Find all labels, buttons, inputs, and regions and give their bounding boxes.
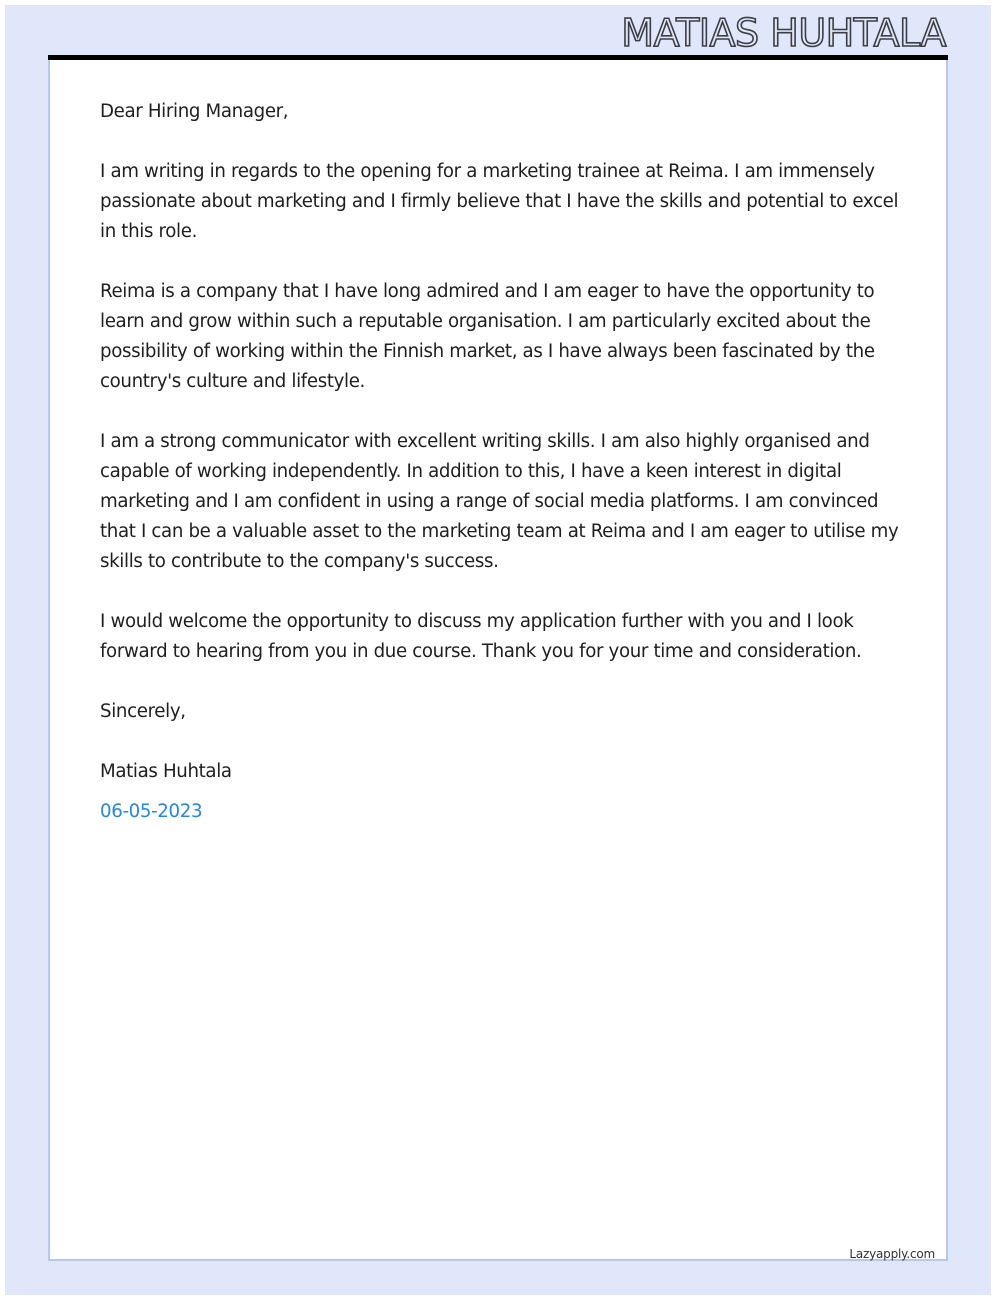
applicant-name-header: MATIAS HUHTALA — [621, 11, 946, 55]
paragraph-4: I would welcome the opportunity to discuss my application further with you and I look forward to hearing from you in due course. Thank you for your time and consideration. — [100, 611, 862, 662]
paragraph-1: I am writing in regards to the opening for a marketing trainee at Reima. I am immensely passionate about marketing and I firmly believe that I have the skills and potential to excel in this role. — [100, 161, 899, 242]
letter-date: 06-05-2023 — [100, 801, 203, 822]
paragraph-3: I am a strong communicator with excellent writing skills. I am also highly organised and capable of working independently. In addition to this, I have a keen interest in digital marketing and I am confident in using a range of social media platforms. I am convinced that I can be a valuable asset to the marketing team at Reima and I am eager to utilise my skills to contribute to the company's success. — [100, 431, 899, 572]
paragraph-2: Reima is a company that I have long admired and I am eager to have the opportunity to learn and grow within such a reputable organisation. I am particularly excited about the possibility of working within the Finnish market, as I have always been fascinated by the country's culture and lifestyle. — [100, 281, 875, 392]
letter-body — [100, 97, 900, 827]
closing: Sincerely, — [100, 701, 186, 722]
signature-name: Matias Huhtala — [100, 761, 232, 782]
salutation: Dear Hiring Manager, — [100, 101, 289, 122]
footer-brand-link[interactable]: Lazyapply.com — [849, 1247, 935, 1261]
